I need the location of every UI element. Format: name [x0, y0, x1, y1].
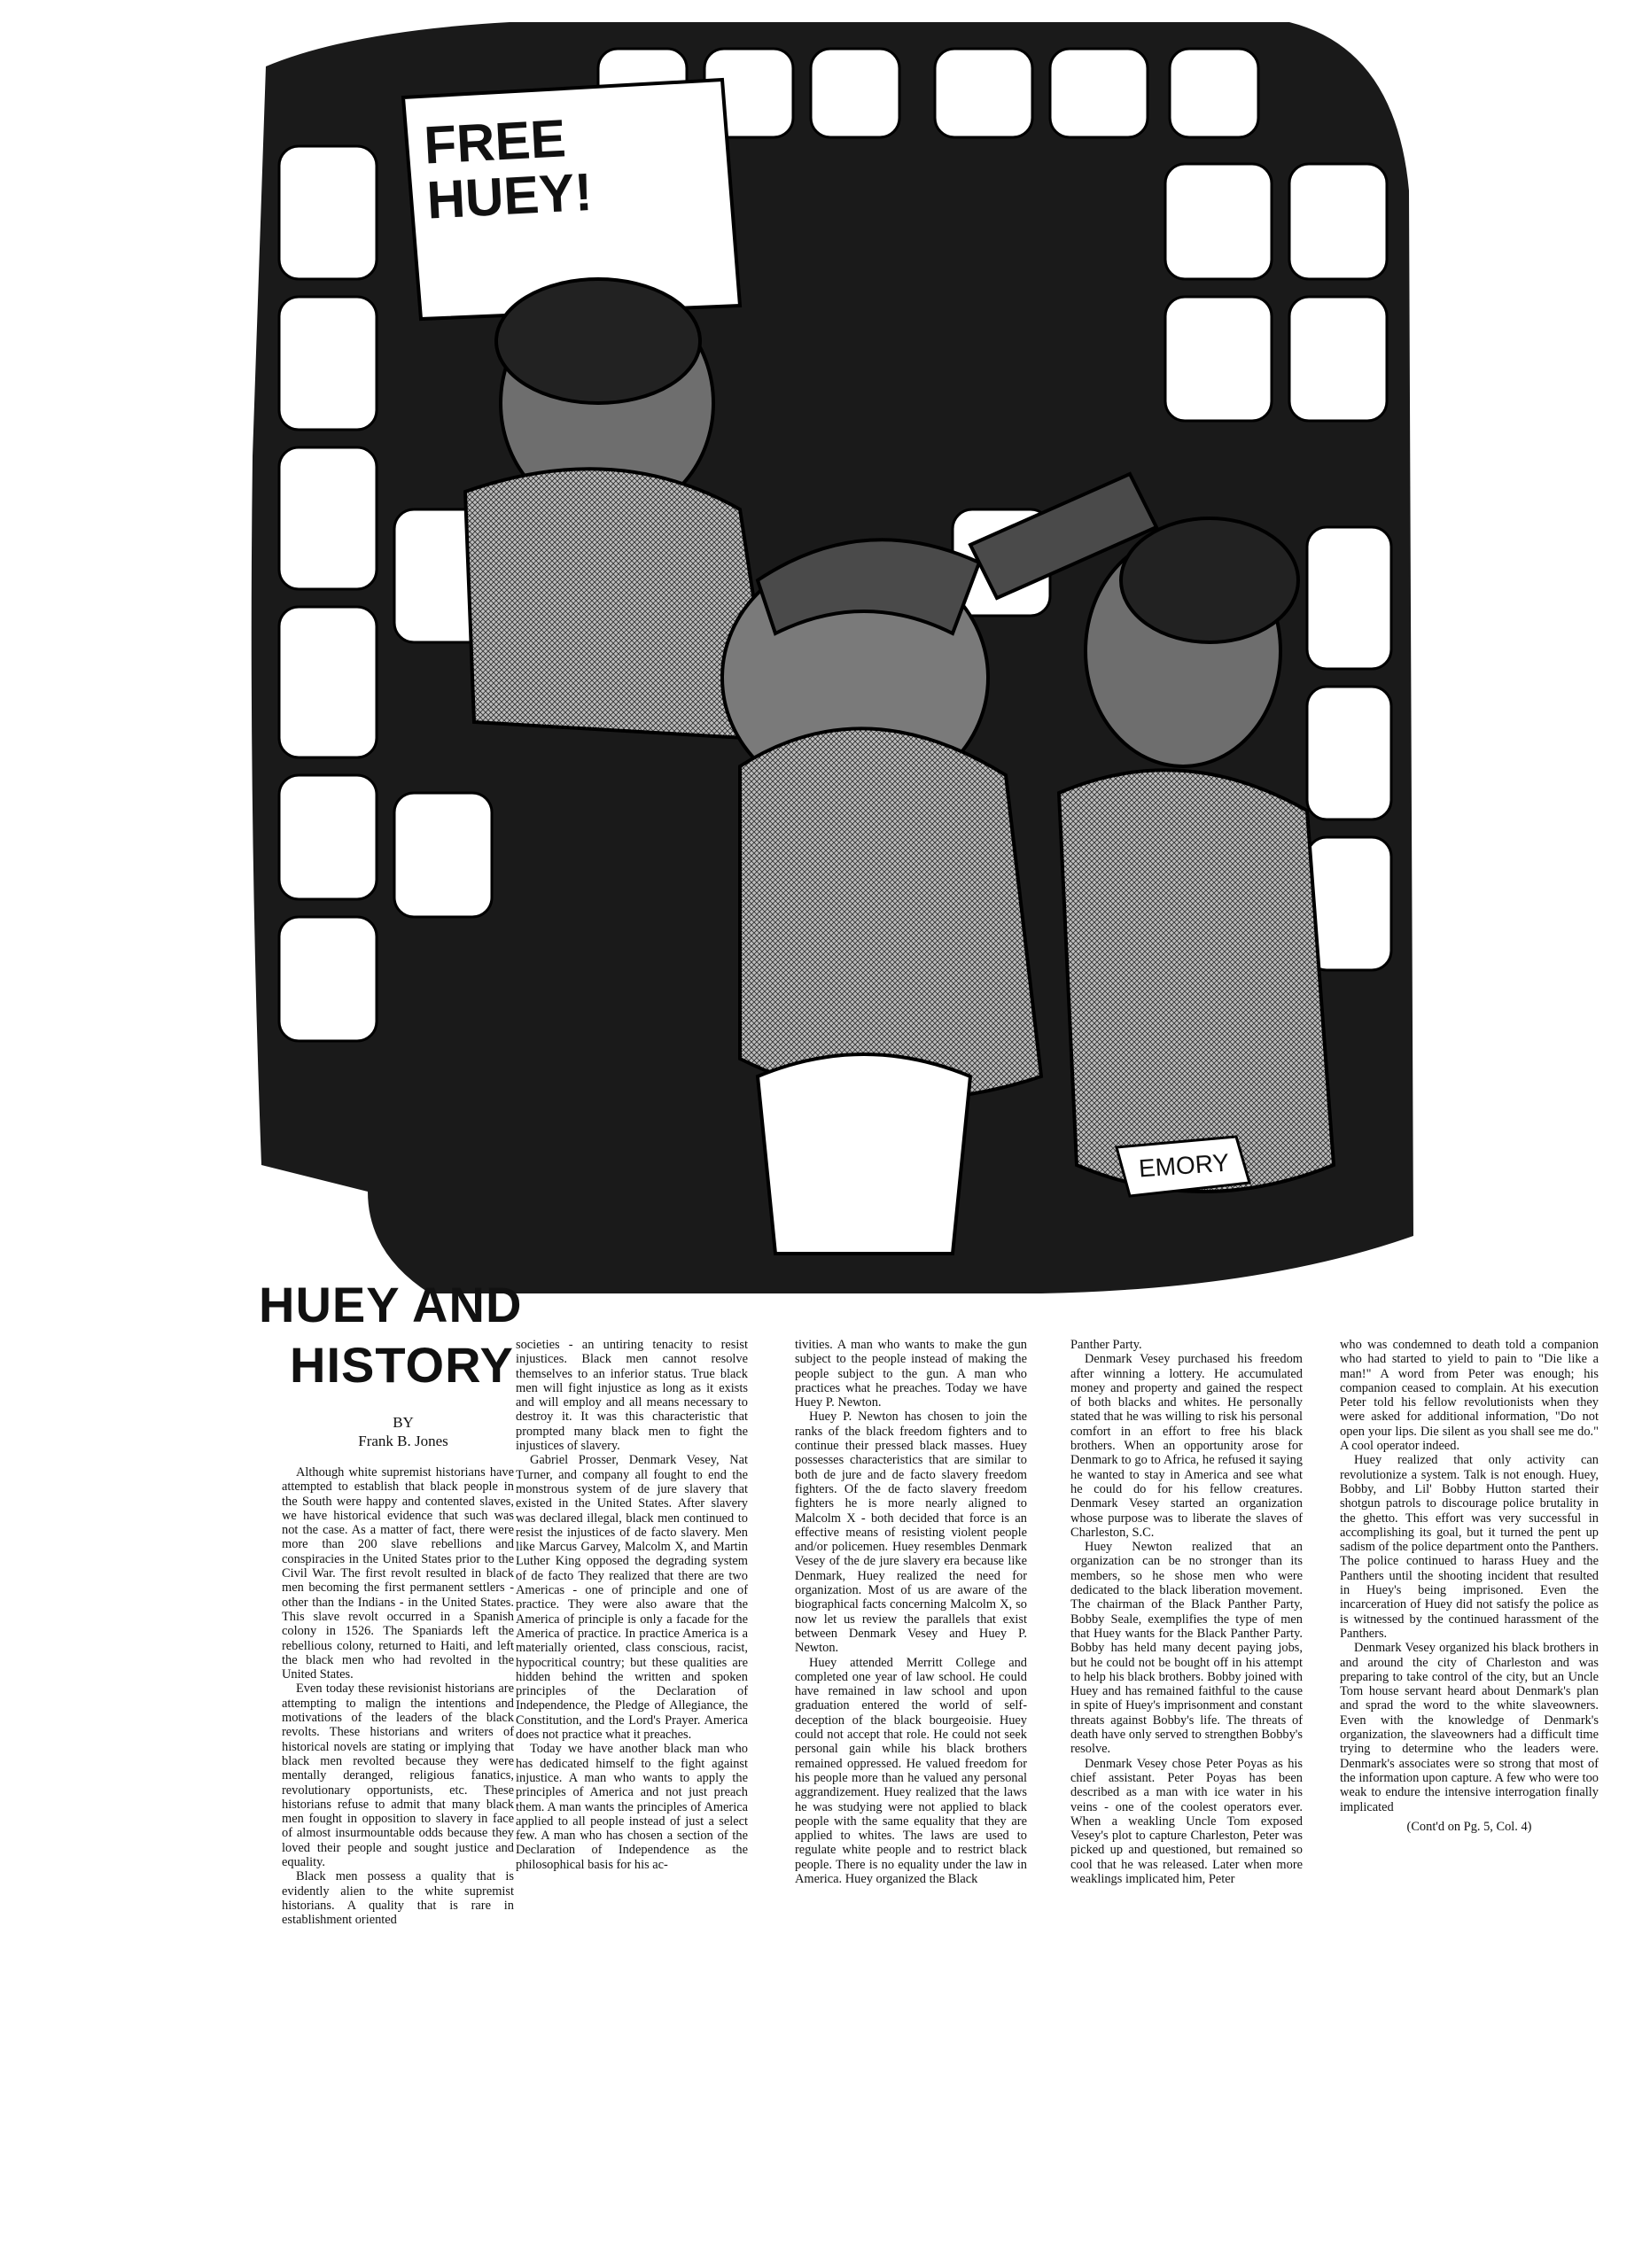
artist-signature: EMORY	[1138, 1148, 1231, 1183]
paragraph: Huey P. Newton has chosen to join the ranks of the black freedom fighters and to continue their pressed black masses. Huey possesses characteristics that are similar to both de jure and de facto slavery freedom fighters. Of the de facto slavery freedom fighters he is more nearly aligned to Malcolm X - both decided that force is an effective means of resisting violent people and/or policemen. Huey resembles Denmark Vesey of the de jure slavery era because like Denmark, Huey realized the need for organization. Most of us are aware of the biographical facts concerning Malcolm X, so now let us review the parallels that exist between Denmark Vesey and Huey P. Newton.	[795, 1410, 1027, 1656]
paragraph: Denmark Vesey organized his black brothers in and around the city of Charleston and was preparing to take control of the city, but an Uncle Tom house servant heard about Denmark's plan and sprad the word to the white slaveowners. Even with the knowledge of Denmark's organization, the slaveowners had a difficult time trying to determine who the leaders were. Denmark's associates were so strong that most of the information upon capture. A few who were too weak to endure the intensive interrogation finally implicated	[1340, 1641, 1599, 1814]
article-column-5	[1340, 1338, 1599, 1834]
paragraph: tivities. A man who wants to make the gun subject to the people instead of making the people subject to the gun. A man who practices what he preaches. Today we have Huey P. Newton.	[795, 1338, 1027, 1410]
paragraph: Panther Party.	[1070, 1338, 1142, 1352]
paragraph: Gabriel Prosser, Denmark Vesey, Nat Turner, and company all fought to end the monstrous system of de jure slavery that existed in the United States. After slavery was declared illegal, black men continued to resist the injustices of de facto slavery. Men like Marcus Garvey, Malcolm X, and Martin Luther King opposed the degrading system of de facto They realized that there are two Americas - one of principle and one of practice. They were also aware that the America of principle is only a facade for the America of practice. In practice America is a materially oriented, class conscious, racist, hypocritical country; but these qualities are hidden behind the written and spoken principles of the Declaration of Independence, the Pledge of Allegiance, the Constitution, and the Lord's Prayer. America does not practice what it preaches.	[516, 1453, 748, 1743]
paragraph: Even today these revisionist historians are attempting to malign the intentions and motivations of the leaders of the black revolts. These historians and writers of historical novels are stating or implying that black men revolted because they were mentally deranged, religious fanatics, revolutionary opportunists, etc. These historians refuse to admit that many black men fought in opposition to slavery in face of almost insurmountable odds because they loved their people and sought justice and equality.	[282, 1682, 514, 1870]
paragraph: Huey realized that only activity can revolutionize a system. Talk is not enough. Huey, Bobby, and Lil' Bobby Hutton started their shotgun patrols to discourage police brutality in the ghetto. This effort was very successful in accomplishing its goal, but it turned the pent up sadism of the police department onto the Panthers. The police continued to harass Huey and the Panthers until the shooting incident that resulted in Huey's being imprisoned. Even the incarceration of Huey did not satisfy the police as is witnessed by the continued harassment of the Panthers.	[1340, 1453, 1599, 1641]
paragraph: Denmark Vesey purchased his freedom after winning a lottery. He accumulated money and property and gained the respect of both blacks and whites. He personally stated that he was willing to risk his personal comfort in an effort to free his black brothers. When an opportunity arose for Denmark to go to Africa, he refused it saying he wanted to stay in America and see what he could do for his fellow creatures. Denmark Vesey started an organization whose purpose was to liberate the slaves of Charleston, S.C.	[1070, 1352, 1303, 1540]
paragraph: Huey attended Merritt College and completed one year of law school. He could have remained in law school and upon graduation entered the world of self-deception of the black bourgeoisie. Huey could not accept that role. He could not seek personal gain while his black brothers remained oppressed. He valued freedom for his people more than he valued any personal aggrandizement. Huey realized that the laws he was studying were not applied to black people with the same equality that they are applied to whites. The laws are used to regulate white people and to restrict black people. There is no equality under the law in America. Huey organized the Black	[795, 1655, 1027, 1886]
sign-free-huey: FREE HUEY!	[422, 108, 595, 230]
article-column-2	[516, 1338, 748, 1872]
article-column-3	[795, 1338, 1027, 1886]
headline-line-2: HISTORY	[290, 1337, 514, 1393]
paragraph: Denmark Vesey chose Peter Poyas as his chief assistant. Peter Poyas has been described as a man with ice water in his veins - one of the coolest operators ever. When a weakling Uncle Tom exposed Vesey's plot to capture Charleston, Peter was picked up and questioned, but remained so cool that he was released. Later when more weaklings implicated him, Peter	[1070, 1756, 1303, 1886]
article-column-4	[1070, 1338, 1303, 1886]
continuation-note: (Cont'd on Pg. 5, Col. 4)	[1406, 1819, 1532, 1834]
article-column-1	[282, 1465, 514, 1928]
paragraph: who was condemned to death told a companion who had started to yield to pain to "Die like a man!" A word from Peter was enough; his companion ceased to complain. At his execution Peter told his fellow revolutionists when they were asked for additional information, "Do not open your lips. Die silent as you shall see me do." A cool operator indeed.	[1340, 1338, 1599, 1454]
paragraph: Black men possess a quality that is evidently alien to the white supremist historians. A quality that is rare in establishment oriented	[282, 1869, 514, 1928]
headline-line-1: HUEY AND	[259, 1277, 523, 1332]
paragraph: Today we have another black man who has dedicated himself to the fight against injustice. A man who wants to apply the principles of America and not just preach them. A man wants the principles of America applied to all people instead of just a select few. A man who has chosen a section of the Declaration of Independence as the philosophical basis for his ac-	[516, 1742, 748, 1872]
byline-label: BY	[393, 1414, 414, 1431]
paragraph: societies - an untiring tenacity to resist injustices. Black men cannot resolve themselves to an inferior status. True black men will fight injustice as long as it exists and will employ and all means necessary to destroy it. It was this characteristic that prompted many black men to fight the injustices of slavery.	[516, 1338, 748, 1454]
woodcut-illustration	[244, 13, 1422, 1302]
paragraph: Huey Newton realized that an organization can be no stronger than its members, so he shose men who were dedicated to the black liberation movement. The chairman of the Black Panther Party, Bobby Seale, exemplifies the type of men that Huey wants for the Black Panther Party. Bobby has held many decent paying jobs, but he could not be bought off in his attempt to help his black brothers. Bobby joined with Huey and has remained faithful to the cause in spite of Huey's imprisonment and constant threats against Bobby's life. The threats of death have only served to strengthen Bobby's resolve.	[1070, 1540, 1303, 1757]
paragraph: Although white supremist historians have attempted to establish that black people in the South were happy and contented slaves, we have historical evidence that such was not the case. As a matter of fact, there were more than 200 slave rebellions and conspiracies in the United States prior to the Civil War. The first revolt resulted in black men becoming the first permanent settlers - other than the Indians - in the United States. This slave revolt occurred in a Spanish colony in 1526. The Spaniards left the rebellious colony, returned to Haiti, and left the black men who had revolted in the United States.	[282, 1465, 514, 1682]
byline-author: Frank B. Jones	[358, 1433, 448, 1449]
